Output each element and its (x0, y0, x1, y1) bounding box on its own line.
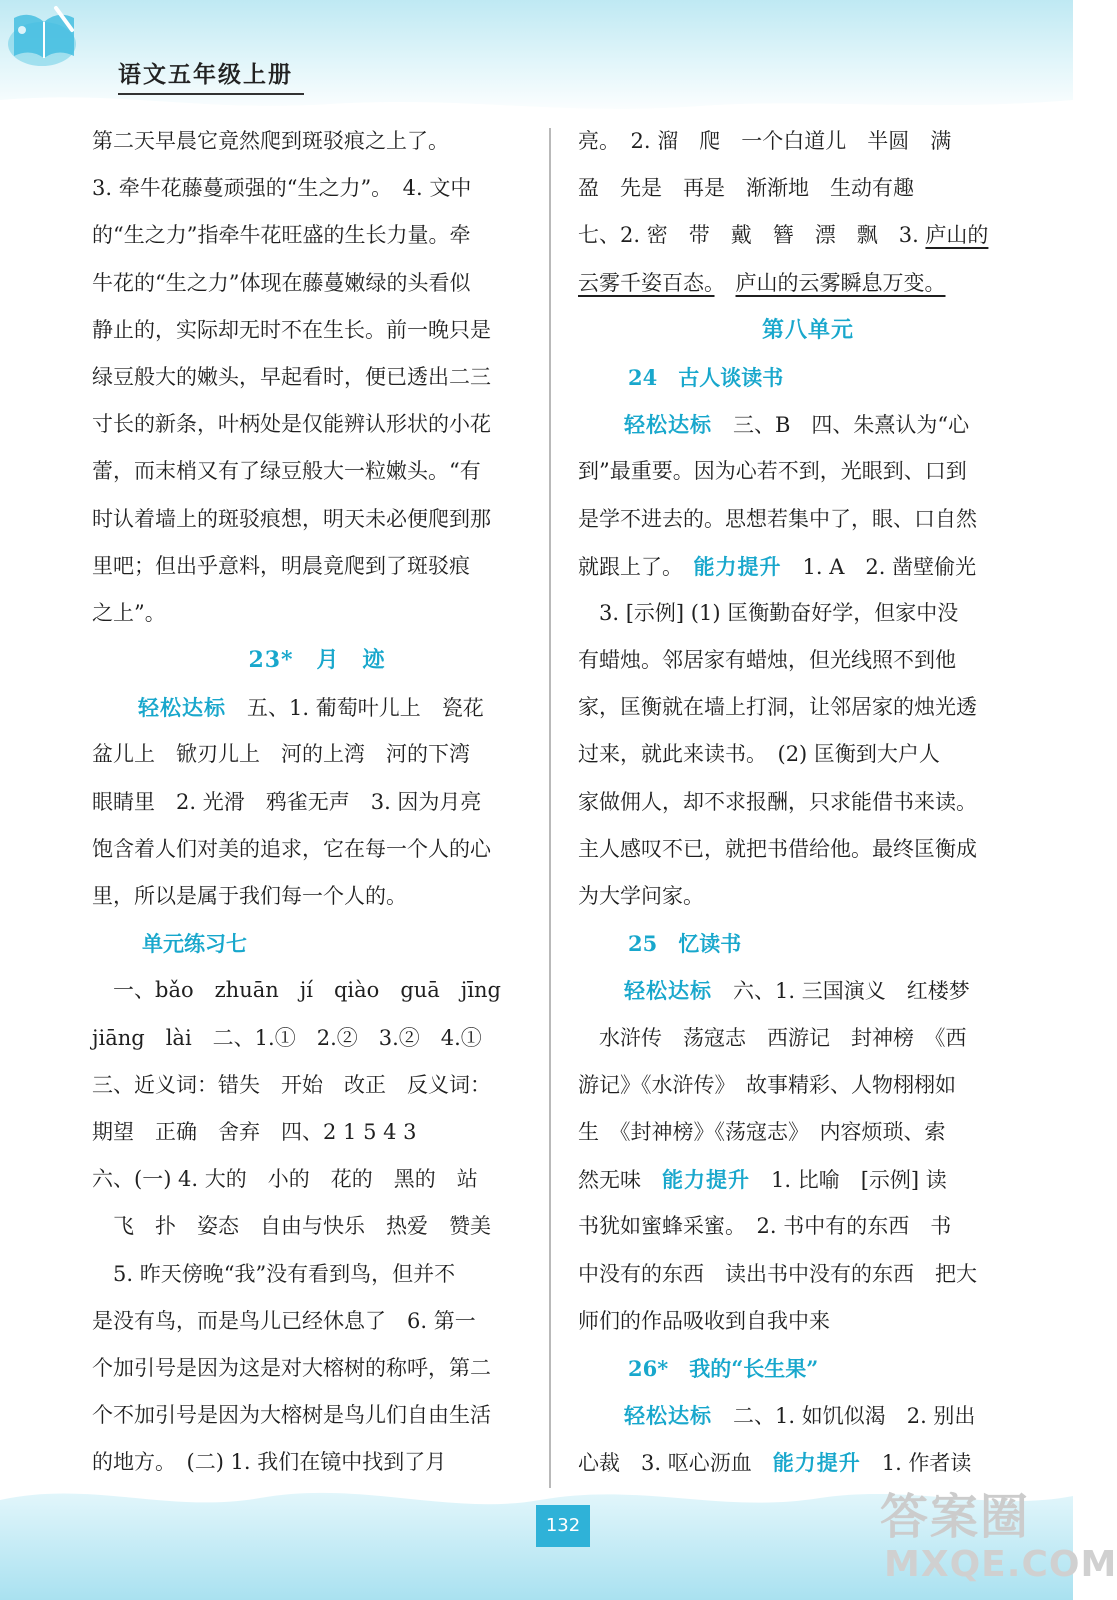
answer-line: 3. [示例] (1) 匡衡勤奋好学，但家中没 (578, 600, 959, 625)
watermark-logo (880, 1478, 1117, 1593)
exercise-tag: 轻松达标 (138, 695, 226, 721)
answer-line (578, 401, 1038, 448)
answer-text: 1. 作者读 (860, 1451, 972, 1476)
lesson-title: 25 忆读书 (628, 931, 742, 957)
answer-line: 六、(一) 4. 大的 小的 花的 黑的 站 (92, 1167, 478, 1192)
answer-line: 亮。 2. 溜 爬 一个白道儿 半圆 满 (578, 129, 952, 153)
answer-line: 水浒传 荡寇志 西游记 封神榜 《西 (578, 1025, 967, 1050)
underlined-answer: 云雾千姿百态。 (578, 270, 715, 295)
exercise-tag: 能力提升 (693, 553, 782, 579)
answer-line: 里，所以是属于我们每一个人的。 (92, 884, 407, 908)
underlined-answer: 庐山的 (925, 223, 989, 248)
answer-line (578, 1156, 1038, 1203)
section-title: 23* 月 迹 (248, 647, 386, 674)
book-logo-icon (0, 0, 90, 72)
answer-line: 三、近义词：错失 开始 改正 反义词： (92, 1072, 491, 1097)
answer-line: 眼睛里 2. 光滑 鸦雀无声 3. 因为月亮 (92, 789, 482, 814)
answer-line: 5. 昨天傍晚“我”没有看到鸟，但并不 (92, 1261, 456, 1286)
answer-line: 家做佣人，却不求报酬，只求能借书来读。 (578, 789, 977, 814)
answer-text: 1. 比喻 [示例] 读 (750, 1168, 947, 1193)
lesson-title: 24 古人谈读书 (628, 364, 784, 390)
right-answer-column (578, 118, 1038, 1486)
book-title: 语文五年级上册 (118, 56, 304, 95)
answer-line: 飞 扑 姿态 自由与快乐 热爱 赞美 (92, 1214, 491, 1239)
answer-line: 中没有的东西 读出书中没有的东西 把大 (578, 1261, 977, 1286)
answer-line (92, 684, 542, 731)
answer-line: 的地方。 (二) 1. 我们在镜中找到了月 (92, 1450, 447, 1475)
answer-line: 的“生之力”指牵牛花旺盛的生长力量。牵 (92, 223, 471, 248)
answer-line: 绿豆般大的嫩头，早起看时，便已透出二三 (92, 364, 491, 389)
answer-line: 是没有鸟，而是鸟儿已经休息了 6. 第一 (92, 1308, 476, 1333)
answer-line: 里吧；但出乎意料，明晨竟爬到了斑驳痕 (92, 553, 470, 578)
answer-line (578, 212, 1038, 259)
lesson-title: 单元练习七 (142, 931, 247, 957)
answer-line: 过来，就此来读书。 (2) 匡衡到大户人 (578, 742, 940, 767)
page-number: 132 (536, 1505, 590, 1547)
answer-line: 盆儿上 锨刃儿上 河的上湾 河的下湾 (92, 742, 470, 767)
answer-line: 时认着墙上的斑驳痕想，明天未必便爬到那 (92, 506, 491, 531)
exercise-tag: 能力提升 (772, 1450, 861, 1476)
answer-line: 为大学问家。 (578, 884, 704, 908)
spacer-text (715, 271, 736, 295)
answer-text: 五、1. 葡萄叶儿上 瓷花 (226, 696, 484, 721)
answer-line: 主人感叹不已，就把书借给他。最终匡衡成 (578, 836, 977, 861)
answer-line: 寸长的新条，叶柄处是仅能辨认形状的小花 (92, 412, 491, 437)
exercise-tag: 轻松达标 (624, 1403, 712, 1429)
answer-text: 然无味 (578, 1168, 662, 1193)
answer-text: 七、2. 密 带 戴 簪 漂 飘 3. (578, 223, 926, 248)
answer-line (578, 967, 1038, 1014)
left-answer-column (92, 118, 542, 1486)
answer-line: 3. 牵牛花藤蔓顽强的“生之力”。 4. 文中 (92, 176, 472, 201)
answer-text: 心裁 3. 呕心沥血 (578, 1451, 773, 1476)
answer-line: 蕾，而末梢又有了绿豆般大一粒嫩头。“有 (92, 459, 481, 484)
answer-line: 到”最重要。因为心若不到，光眼到、口到 (578, 459, 967, 484)
answer-line: 家，匡衡就在墙上打洞，让邻居家的烛光透 (578, 695, 977, 720)
answer-line: 个加引号是因为这是对大榕树的称呼，第二 (92, 1355, 491, 1380)
watermark-en: MXQE.COM (884, 1544, 1117, 1585)
answer-line: 期望 正确 舍弃 四、2 1 5 4 3 (92, 1119, 417, 1144)
underlined-answer: 庐山的云雾瞬息万变。 (735, 270, 946, 295)
section-title: 第八单元 (761, 316, 854, 343)
answer-line: 是学不进去的。思想若集中了，眼、口自然 (578, 506, 977, 531)
answer-line (578, 543, 1038, 590)
exercise-tag: 轻松达标 (624, 412, 712, 438)
answer-text: 1. A 2. 凿壁偷光 (781, 554, 977, 579)
exercise-tag: 能力提升 (662, 1167, 750, 1193)
answer-line (578, 1392, 1038, 1439)
answer-line: 盈 先是 再是 渐渐地 生动有趣 (578, 176, 914, 201)
answer-line: 师们的作品吸收到自我中来 (578, 1308, 830, 1333)
answer-line: 一、bǎo zhuān jí qiào guā jīng (92, 978, 501, 1003)
answer-line: 之上”。 (92, 600, 166, 625)
answer-line: 牛花的“生之力”体现在藤蔓嫩绿的头看似 (92, 270, 471, 295)
answer-line: 饱含着人们对美的追求，它在每一个人的心 (92, 836, 491, 861)
answer-text: 三、B 四、朱熹认为“心 (712, 413, 970, 438)
answer-text: 六、1. 三国演义 红楼梦 (712, 979, 970, 1004)
answer-text: 二、1. 如饥似渴 2. 别出 (712, 1404, 976, 1429)
lesson-title: 26* 我的“长生果” (628, 1355, 819, 1381)
answer-line: 个不加引号是因为大榕树是鸟儿们自由生活 (92, 1403, 491, 1428)
answer-line: 第二天早晨它竟然爬到斑驳痕之上了。 (92, 129, 449, 153)
answer-line: jiāng lài 二、1.① 2.② 3.② 4.① (92, 1025, 482, 1050)
answer-line: 游记》《水浒传》 故事精彩、人物栩栩如 (578, 1072, 956, 1097)
answer-line: 有蜡烛。邻居家有蜡烛，但光线照不到他 (578, 648, 956, 673)
answer-text: 就跟上了。 (578, 554, 694, 579)
answer-line: 书犹如蜜蜂采蜜。 2. 书中有的东西 书 (578, 1214, 952, 1239)
answer-line (578, 260, 1038, 307)
header-band (0, 0, 1073, 118)
exercise-tag: 轻松达标 (624, 978, 712, 1004)
answer-line: 静止的，实际却无时不在生长。前一晚只是 (92, 317, 491, 342)
column-divider (549, 128, 551, 1488)
answer-line: 生 《封神榜》《荡寇志》 内容烦琐、索 (578, 1119, 946, 1144)
watermark-cn: 答案圈 (880, 1489, 1031, 1545)
